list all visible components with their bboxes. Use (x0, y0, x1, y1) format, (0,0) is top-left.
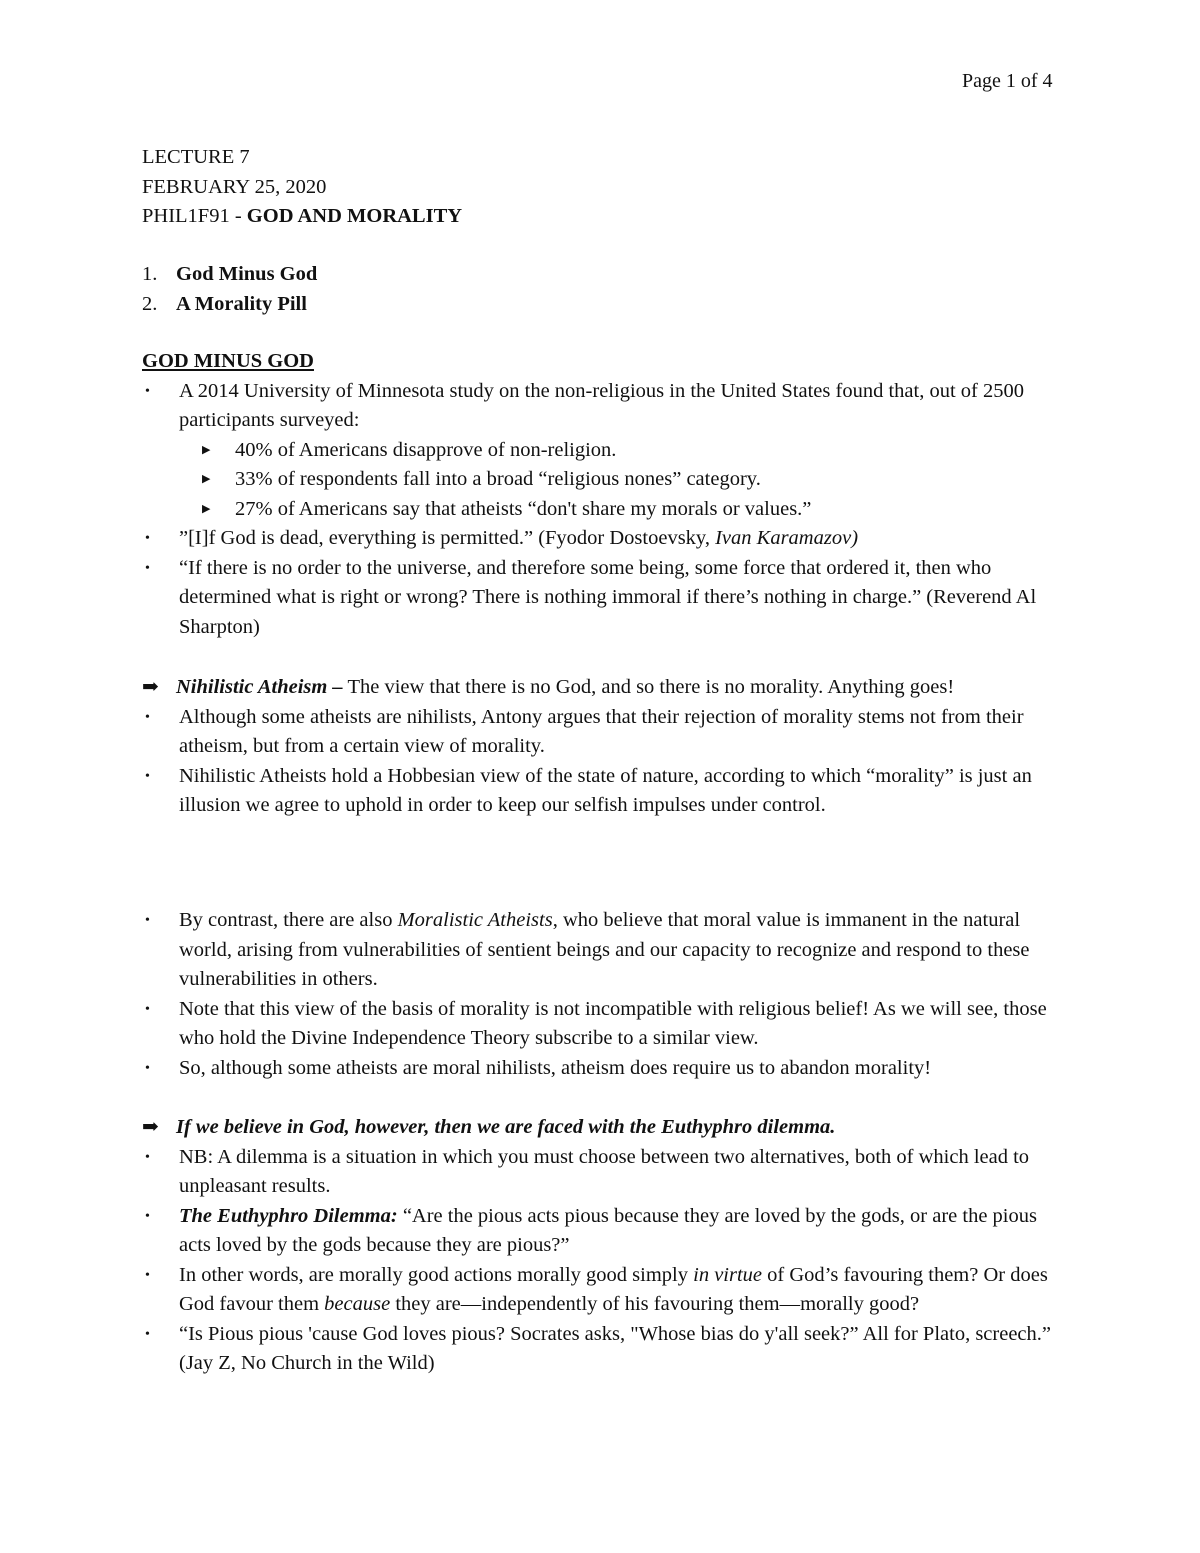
arrow-right-icon: ➡ (142, 676, 159, 698)
outline-label: A Morality Pill (176, 293, 307, 315)
sub-bullet-text: 27% of Americans say that atheists “don't share my morals or values.” (235, 497, 812, 520)
arrow-right-icon: ➡ (142, 1116, 159, 1138)
quote-text: ”[I]f God is dead, everything is permitted.” (Fyodor Dostoevsky, (179, 527, 716, 549)
document-header (142, 143, 462, 232)
bullet-text: “Is Pious pious 'cause God loves pious? Socrates asks, "Whose bias do y'all seek?” All for Plato, screech.” (Jay Z, No Church in the Wild) (179, 1322, 1052, 1374)
text-part: , who believe that moral value is immanent in the natural world, arising from vulnerabilities of sentient beings and our capacity to recognize and respond to these vulnerabilities in others. (179, 909, 1030, 990)
nihilism-block (142, 673, 1062, 821)
arrow-item (142, 673, 1062, 703)
arrow-text (176, 673, 954, 703)
bullet-text: Note that this view of the basis of morality is not incompatible with religious belief! As we will see, those who hold the Divine Independence Theory subscribe to a similar view. (179, 997, 1047, 1049)
bullet-item (142, 1202, 1062, 1261)
bullet-item (142, 524, 1062, 554)
course-line (142, 202, 462, 232)
course-title: GOD AND MORALITY (246, 205, 463, 227)
bullet-item (142, 762, 1062, 821)
outline-item (142, 259, 317, 289)
bullet-item (142, 1054, 1062, 1084)
bullet-icon: • (145, 913, 150, 928)
bullet-icon: • (145, 1001, 150, 1017)
arrow-item (142, 1113, 1062, 1143)
emphasis: because (324, 1293, 391, 1315)
triangle-right-icon: ▶ (202, 443, 211, 456)
triangle-right-icon: ▶ (202, 502, 211, 515)
term: Nihilistic Atheism – (176, 676, 343, 698)
bullet-icon: • (145, 768, 150, 784)
bullet-text: Although some atheists are nihilists, Antony argues that their rejection of morality stems not from their atheism, but from a certain view of morality. (179, 705, 1024, 757)
bullet-item (142, 1261, 1062, 1320)
course-code: PHIL1F91 - (142, 205, 247, 227)
text-part: of God’s favouring them? Or does God favour them (179, 1263, 1048, 1315)
sub-bullet-text: 40% of Americans disapprove of non-religion. (235, 438, 617, 461)
sub-bullet-item (200, 465, 1062, 495)
bullet-item (142, 1320, 1062, 1379)
outline-item (142, 289, 317, 319)
arrow-text: If we believe in God, however, then we are faced with the Euthyphro dilemma. (176, 1116, 836, 1138)
emphasis: in virtue (693, 1263, 763, 1286)
text-part: In other words, are morally good actions morally good simply (179, 1263, 694, 1286)
bullet-icon: • (145, 1267, 150, 1283)
bullet-icon: • (145, 531, 150, 546)
bullet-text: NB: A dilemma is a situation in which you must choose between two alternatives, both of which lead to unpleasant results. (179, 1145, 1030, 1197)
bullet-text: A 2014 University of Minnesota study on the non-religious in the United States found that, out of 2500 participants surveyed: (179, 379, 1024, 431)
sub-bullet-item (200, 495, 1062, 525)
text-part: they are—independently of his favouring them—morally good? (390, 1293, 920, 1315)
bullet-item (142, 703, 1062, 762)
euthyphro-block (142, 1113, 1062, 1379)
lecture-label: LECTURE 7 (142, 146, 250, 168)
bullet-text (179, 1202, 1062, 1261)
outline-label: God Minus God (176, 263, 318, 285)
bullet-item (142, 906, 1062, 995)
bullet-icon: • (145, 709, 150, 725)
bullet-item (142, 377, 1062, 436)
section-god-minus-god (142, 347, 1062, 642)
bullet-text (179, 906, 1062, 995)
definition: The view that there is no God, and so there is no morality. Anything goes! (342, 676, 955, 698)
bullet-item (142, 995, 1062, 1054)
triangle-right-icon: ▶ (202, 473, 211, 485)
bullet-icon: • (145, 383, 150, 399)
bullet-icon: • (145, 1208, 150, 1224)
book-title: Ivan Karamazov) (715, 527, 859, 549)
sub-bullet-item (200, 436, 1062, 466)
outline-number: 2. (142, 293, 158, 315)
bullet-icon: • (145, 560, 150, 576)
moralistic-block (142, 906, 1062, 1083)
term: The Euthyphro Dilemma: (179, 1204, 398, 1227)
outline-list (142, 259, 317, 319)
term: Moralistic Atheists (397, 909, 553, 931)
bullet-icon: • (145, 1149, 150, 1165)
page-number: Page 1 of 4 (962, 70, 1053, 92)
bullet-text: Nihilistic Atheists hold a Hobbesian view of the state of nature, according to which “morality” is just an illusion we agree to uphold in order to keep our selfish impulses under control. (179, 764, 1032, 816)
bullet-icon: • (145, 1060, 150, 1076)
bullet-text (179, 1261, 1062, 1320)
bullet-text: So, although some atheists are moral nihilists, atheism does require us to abandon morality! (179, 1056, 932, 1079)
bullet-icon: • (145, 1326, 150, 1342)
outline-number: 1. (142, 263, 158, 285)
sub-bullet-text: 33% of respondents fall into a broad “religious nones” category. (235, 468, 761, 490)
bullet-text: “If there is no order to the universe, and therefore some being, some force that ordered it, then who determined what is right or wrong? There is nothing immoral if there’s nothing in charge.” (Reverend Al Sharpton) (179, 556, 1037, 638)
section-title: GOD MINUS GOD (142, 350, 314, 372)
bullet-text (179, 524, 858, 554)
text-part: By contrast, there are also (179, 909, 398, 931)
bullet-item (142, 1143, 1062, 1202)
definition: “Are the pious acts pious because they are loved by the gods, or are the pious acts loved by the gods because they are pious?” (179, 1204, 1037, 1256)
lecture-date: FEBRUARY 25, 2020 (142, 175, 327, 198)
bullet-item (142, 554, 1062, 643)
